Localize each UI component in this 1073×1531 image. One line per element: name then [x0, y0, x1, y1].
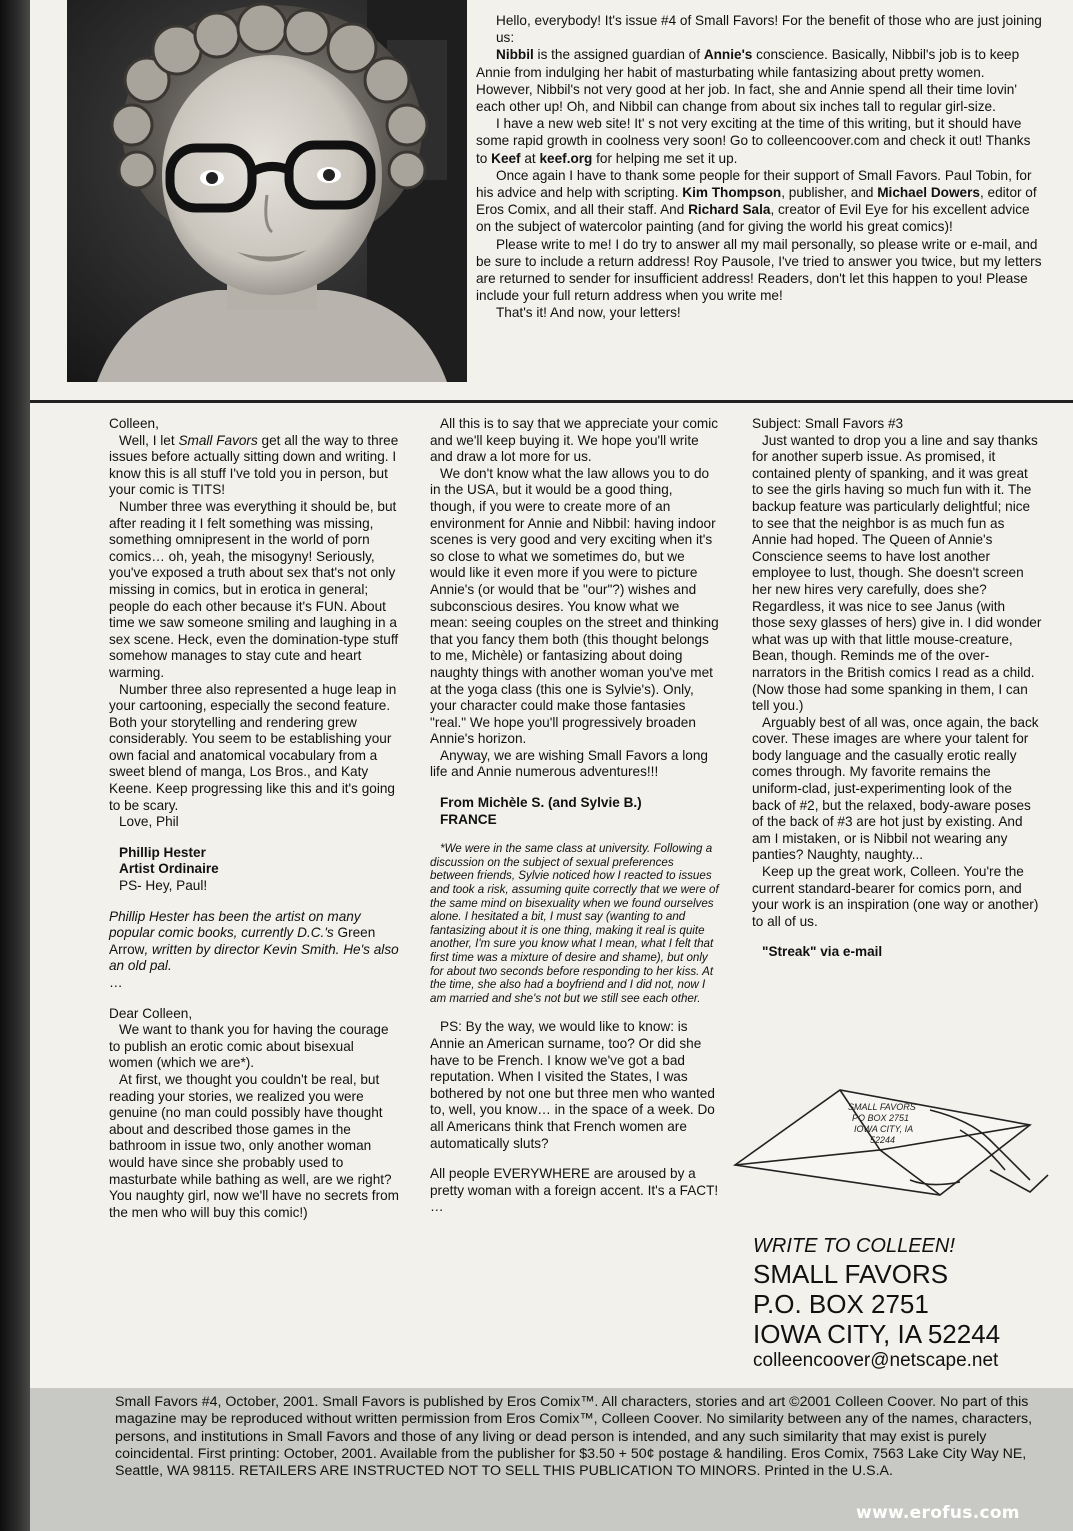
letter-paragraph: All this is to say that we appreciate your comic and we'll keep buying it. We hope you'll write and draw a lot more for us.	[430, 416, 719, 465]
letter-paragraph: Number three also represented a huge leap in your cartooning, especially the second feature. Both your storytelling and rendering grew considerably. You seem to be establishing your own facial and anatomical vocabulary from a sweet blend of manga, Los Bros., and Katy Keene. Keep progressing like this and it's going to be scary.	[109, 681, 397, 813]
envelope-address-line: SMALL FAVORS	[848, 1102, 916, 1112]
page-gutter-shadow	[0, 0, 30, 1531]
intro-thanks-paragraph	[476, 167, 1042, 236]
intro-text: at	[520, 150, 540, 166]
write-heading: WRITE TO COLLEEN!	[753, 1235, 955, 1257]
section-ellipsis: …	[109, 975, 123, 990]
author-photo	[67, 0, 467, 382]
intro-text: is the assigned guardian of	[533, 47, 704, 63]
letter-paragraph: Number three was everything it should be, but after reading it I felt something was missing, something omnipresent in the world of porn comics… oh, yeah, the misogyny! Seriously, you've exposed a truth about sex that's not only missing in comics, but in erotica in general; people do each other because it's FUN. About time we saw someone smiling and laughing in a sex scene. Heck, even the domination-type stuff somehow manages to stay cute and heart warming.	[109, 498, 399, 680]
letter-paragraph: Anyway, we are wishing Small Favors a long life and Annie numerous adventures!!!	[430, 747, 708, 780]
intro-closing: That's it! And now, your letters!	[496, 305, 681, 321]
address-city: IOWA CITY, IA 52244	[753, 1319, 1001, 1349]
editor-note	[109, 909, 399, 975]
letter-signature-name: Phillip Hester	[119, 844, 206, 860]
intro-keef-site: keef.org	[539, 150, 593, 166]
envelope-sketch	[730, 1070, 1050, 1200]
letters-column-2	[430, 416, 720, 1216]
intro-text: , editor of Eros Comix, and all their staff. And	[476, 185, 1037, 218]
letter-subject: Subject: Small Favors #3	[752, 416, 904, 431]
intro-text: , publisher, and	[781, 185, 878, 201]
intro-nibbil-paragraph	[476, 46, 1042, 115]
letter-salutation: Colleen,	[109, 416, 159, 431]
address-po-box: P.O. BOX 2751	[753, 1289, 929, 1319]
envelope-address-line: PO BOX 2751	[852, 1113, 910, 1123]
letter-signature-name: From Michèle S. (and Sylvie B.)	[440, 795, 642, 811]
letter-text: get all the way to three issues before actually sitting down and writing. I know this is all stuff I've told you in person, but your comic is TITS!	[109, 432, 399, 498]
letter-text: Well, I let	[119, 432, 179, 448]
intro-text: conscience. Basically, Nibbil's job is to keep Annie from indulging her habit of masturbating while fantasizing about pretty women. However, Nibbil's not very good at her job. In fact, she and Annie spend all their time lovin' each other up! Oh, and Nibbil can change from about six inches tall to regular girl-size.	[476, 47, 1020, 115]
letter-closing: Love, Phil	[119, 814, 179, 830]
intro-name-annie: Annie's	[703, 47, 753, 63]
letters-column-3	[752, 416, 1042, 961]
letter-paragraph: Keep up the great work, Colleen. You're the current standard-bearer for comics porn, and your work is an inspiration (one way or another) to all of us.	[752, 864, 1039, 929]
intro-name-nibbil: Nibbil	[496, 47, 534, 63]
letter-title-ref: Small Favors	[178, 432, 258, 448]
intro-name-michael: Michael Dowers	[877, 185, 980, 201]
intro-greeting	[476, 12, 1042, 46]
intro-name-kim: Kim Thompson	[682, 185, 782, 201]
letter-signature-name: "Streak" via e-mail	[762, 944, 883, 960]
editorial-intro	[476, 12, 1042, 322]
letter-paragraph: Just wanted to drop you a line and say thanks for another superb issue. As promised, it contained plenty of spanking, and it was great to see the girls having so much fun with it. The backup feature was particularly delightful; nice to see that the neighbor is as much fun as Annie had hoped. The Queen of Annie's Conscience seems to have lost another employee to lust, though. She doesn't screen her new hires very carefully, does she? Regardless, it was nice to see Janus (with those sexy glasses of hers) give in. I did wonder what was up with that little mouse-creature, Bean, though. Reminds me of the over-narrators in the British comics I read as a child. (Now those had some spanking in them, I can tell you.)	[752, 432, 1042, 714]
letter-paragraph: Arguably best of all was, once again, the back cover. These images are where your talent for body language and the casually erotic really comes through. My favorite remains the uniform-clad, just-experimenting look of the back of #2, but the relaxed, body-aware poses of the back of #3 are hot just by existing. And am I mistaken, or is Nibbil not wearing any panties? Naughty, naughty...	[752, 714, 1039, 863]
envelope-sketch-illustration	[730, 1070, 1050, 1200]
intro-write-paragraph: Please write to me! I do try to answer all my mail personally, so please write or e-mail, and be sure to include a return address! Roy Pausole, I've tried to answer you twice, but my letters are returned to sender for insufficient address! Readers, don't let this happen to you! Please include your full return address when you write me!	[476, 236, 1042, 304]
address-name: SMALL FAVORS	[753, 1259, 949, 1289]
legal-footer-text: Small Favors #4, October, 2001. Small Favors is published by Eros Comix™. All characters, stories and art ©2001 Colleen Coover. No part of this magazine may be reproduced without written permission from Eros Comix™, Colleen Coover. No similarity between any of the names, characters, persons, and institutions in Small Favors and those of any living or dead person is intended, and any such similarity that may exist is purely coincidental. First printing: October, 2001. Available from the publisher for $3.50 + 50¢ postage & handiling. Eros Comix, 7563 Lake City Way NE, Seattle, WA 98115. RETAILERS ARE INSTRUCTED NOT TO SELL THIS PUBLICATION TO MINORS. Printed in the U.S.A.	[115, 1394, 1033, 1480]
intro-text: for helping me set it up.	[592, 150, 738, 166]
letters-column-1	[109, 416, 399, 1221]
letter-paragraph	[109, 433, 399, 499]
editor-note-text: Green Arrow	[109, 925, 376, 957]
letter-paragraph: We don't know what the law allows you to do in the USA, but it would be a good thing, though, if you were to create more of an environment for Annie and Nibbil: having indoor scenes is very good and very exciting when it's so close to what we sometimes do, but we would like it even more if you were to picture Annie's (or would that be "our"?) wishes and subconscious desires. You know what we mean: seeing couples on the street and thinking that you fancy them both (this thought belongs to me, Michèle) or fantasizing about doing naughty things with another woman you've met at the yoga class (this one is Sylvie's). Only, your character could make those fantasies "real." We hope you'll progressively broaden Annie's horizon.	[430, 465, 719, 747]
letter-ps: PS: By the way, we would like to know: is Annie an American surname, too? Or did she have to be French. I know we've got a bad reputation. When I visited the States, I was bothered by not one but three men who wanted to, well, you know… in the space of a week. Do all Americans think that French women are automatically sluts?	[430, 1019, 715, 1151]
editor-note-text: Phillip Hester has been the artist on many popular comic books, currently D.C.'s	[109, 908, 361, 941]
intro-name-keef: Keef	[491, 150, 521, 166]
email-address: colleencoover@netscape.net	[753, 1350, 999, 1371]
envelope-address-line: 52244	[870, 1135, 896, 1145]
letter-footnote: *We were in the same class at university. Following a discussion on the subject of sexual preferences between friends, Sylvie noticed how I reacted to issues and took a risk, assuming quite correctly that we were of the same mind on bisexuality when we found ourselves alone. I hesitated a bit, I must say (wanting to and fantasizing about it is one thing, making it real is quite another, I'm sure you know what I mean, what I felt that first time was a mixture of desire and shame), but only for about two seconds before responding to her kiss. At the time, she also had a boyfriend and I did not, now I am married and she's not but we still see each other.	[430, 842, 719, 1005]
intro-text: Once again I have to thank some people for their support of Small Favors. Paul Tobin, for his advice and help with scripting.	[476, 167, 1032, 201]
intro-greeting-text: Hello, everybody! It's issue #4 of Small Favors! For the benefit of those who are just joining us:	[496, 13, 1042, 46]
author-photo-illustration	[67, 0, 467, 382]
letter-signature-title: Artist Ordinaire	[119, 861, 219, 877]
letter-paragraph: At first, we thought you couldn't be real, but reading your stories, we realized you were genuine (no man could possibly have thought about and described those games in the bathroom in issue two, only another woman would have since she probably used to masturbate while bathing as well, are we right? You naughty girl, now we'll have no secrets from the men who will buy this comic!)	[109, 1071, 399, 1220]
editor-reply: All people EVERYWHERE are aroused by a pretty woman with a foreign accent. It's a FACT!	[430, 1166, 719, 1198]
section-ellipsis: …	[430, 1199, 444, 1215]
letter-ps: PS- Hey, Paul!	[119, 878, 208, 894]
intro-text: I have a new web site! It' s not very exciting at the time of this writing, but it should have some rapid growth in coolness very soon! Go to colleencoover.com and check it out! Thanks to	[476, 116, 1031, 166]
intro-website-paragraph	[476, 115, 1042, 167]
envelope-address-line: IOWA CITY, IA	[854, 1124, 914, 1134]
editor-note-text: , written by director Kevin Smith. He's also an old pal.	[109, 941, 399, 974]
watermark: www.erofus.com	[856, 1503, 1020, 1523]
section-divider	[30, 400, 1073, 403]
letter-paragraph: We want to thank you for having the courage to publish an erotic comic about bisexual women (which we are*).	[109, 1022, 389, 1071]
letter-signature-country: FRANCE	[440, 811, 497, 827]
letter-salutation: Dear Colleen,	[109, 1005, 193, 1021]
intro-name-richard: Richard Sala	[688, 202, 771, 218]
intro-text: , creator of Evil Eye for his excellent advice on the subject of watercolor painting (and for giving the world his great comics)!	[476, 202, 1030, 235]
mailing-address-block	[753, 1233, 1053, 1373]
